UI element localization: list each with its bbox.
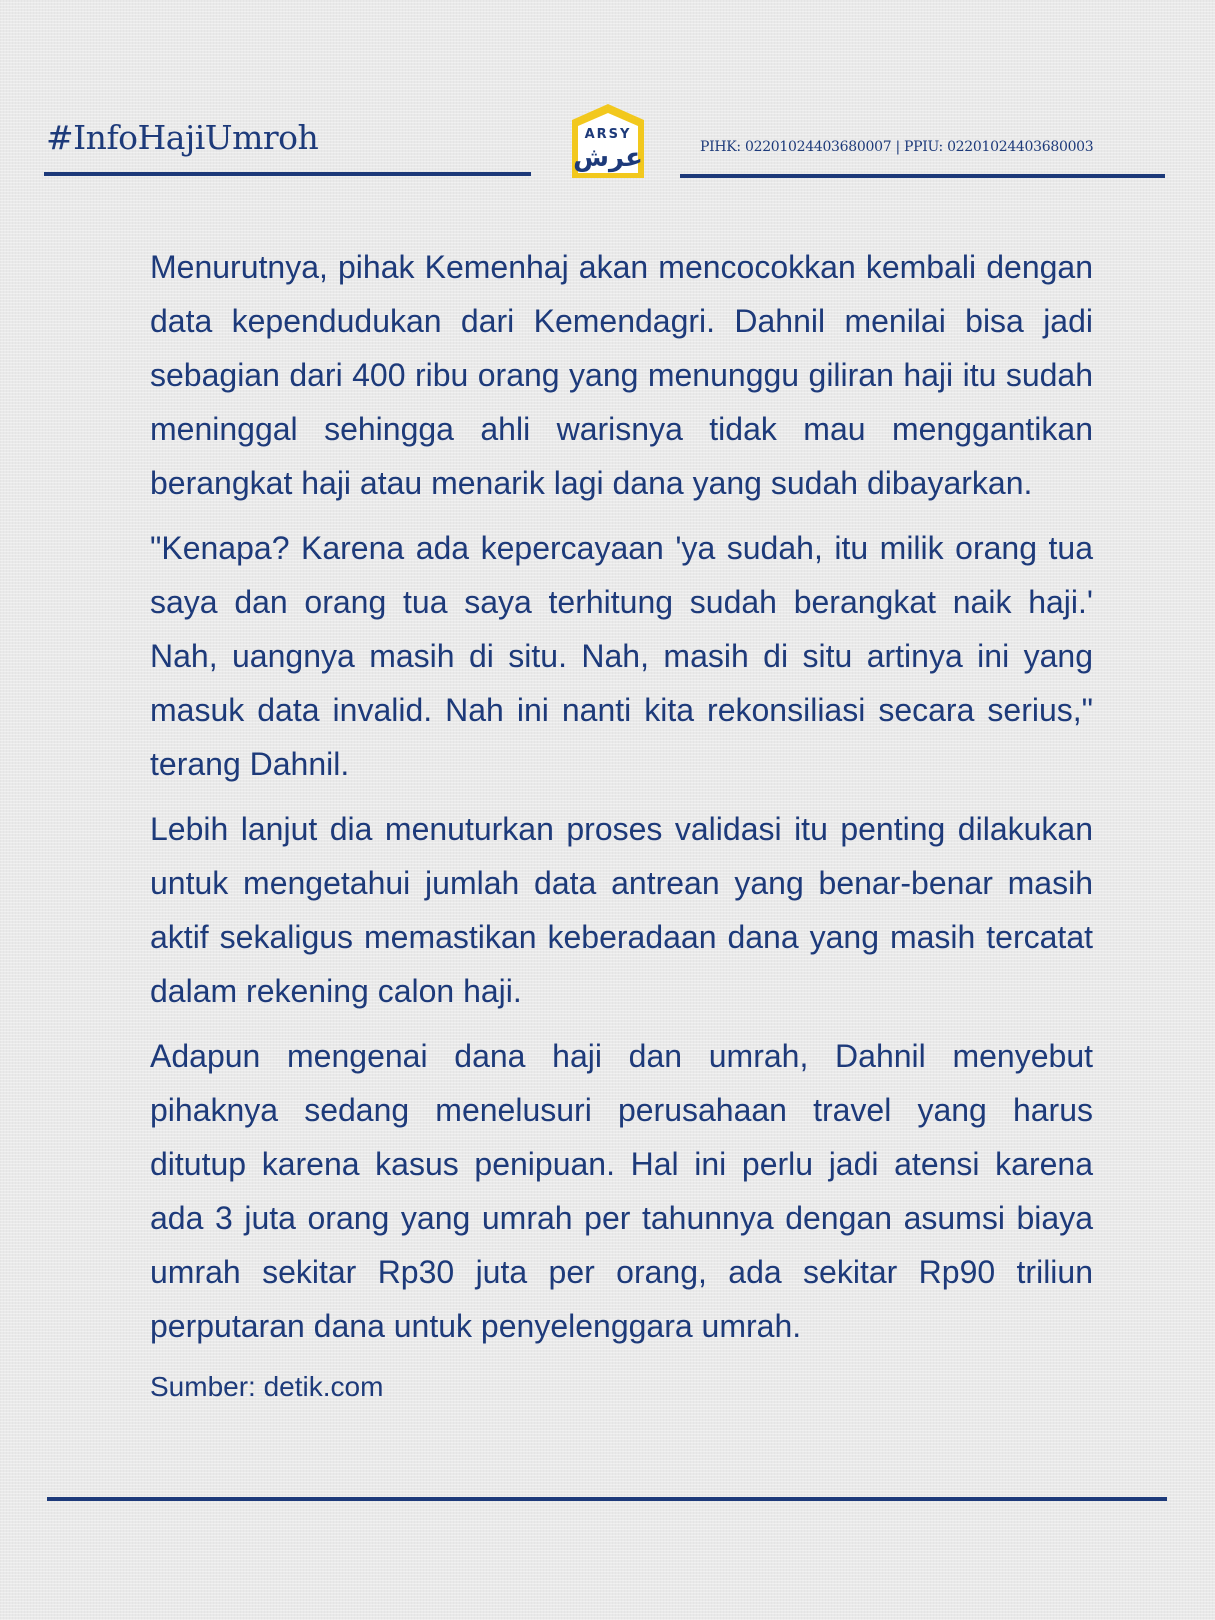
article-paragraph-4: Adapun mengenai dana haji dan umrah, Dahnil menyebut pihaknya sedang menelusuri perusahaan travel yang harus ditutup karena kasus penipuan. Hal ini perlu jadi atensi karena ada 3 juta orang yang umrah per tahunnya dengan asumsi biaya umrah sekitar Rp30 juta per orang, ada sekitar Rp90 triliun perputaran dana untuk penyelenggara umrah. (150, 1038, 1093, 1344)
article-source: Sumber: detik.com (150, 1371, 384, 1402)
header-right-divider (680, 174, 1165, 178)
article-body (150, 240, 1093, 1421)
footer-divider (47, 1497, 1167, 1501)
logo-wordmark: ARSY (584, 127, 632, 142)
article-paragraph-2: "Kenapa? Karena ada kepercayaan 'ya sudah, itu milik orang tua saya dan orang tua saya terhitung sudah berangkat naik haji.' Nah, uangnya masih di situ. Nah, masih di situ artinya ini yang masuk data invalid. Nah ini nanti kita rekonsiliasi secara serius," terang Dahnil. (150, 530, 1093, 782)
arsy-logo (566, 100, 650, 186)
article-paragraph-3: Lebih lanjut dia menuturkan proses validasi itu penting dilakukan untuk mengetahui jumlah data antrean yang benar-benar masih aktif sekaligus memastikan keberadaan dana yang masih tercatat dalam rekening calon haji. (150, 811, 1093, 1009)
logo-arabic-mark: عرش (573, 143, 643, 173)
article-paragraph-1: Menurutnya, pihak Kemenhaj akan mencocokkan kembali dengan data kependudukan dari Kemendagri. Dahnil menilai bisa jadi sebagian dari 400 ribu orang yang menunggu giliran haji itu sudah meninggal sehingga ahli warisnya tidak mau menggantikan berangkat haji atau menarik lagi dana yang sudah dibayarkan. (150, 249, 1093, 501)
header-left-divider (44, 172, 531, 176)
hashtag-title: #InfoHajiUmroh (46, 118, 319, 157)
license-numbers: PIHK: 02201024403680007 | PPIU: 02201024403680003 (700, 139, 1094, 155)
